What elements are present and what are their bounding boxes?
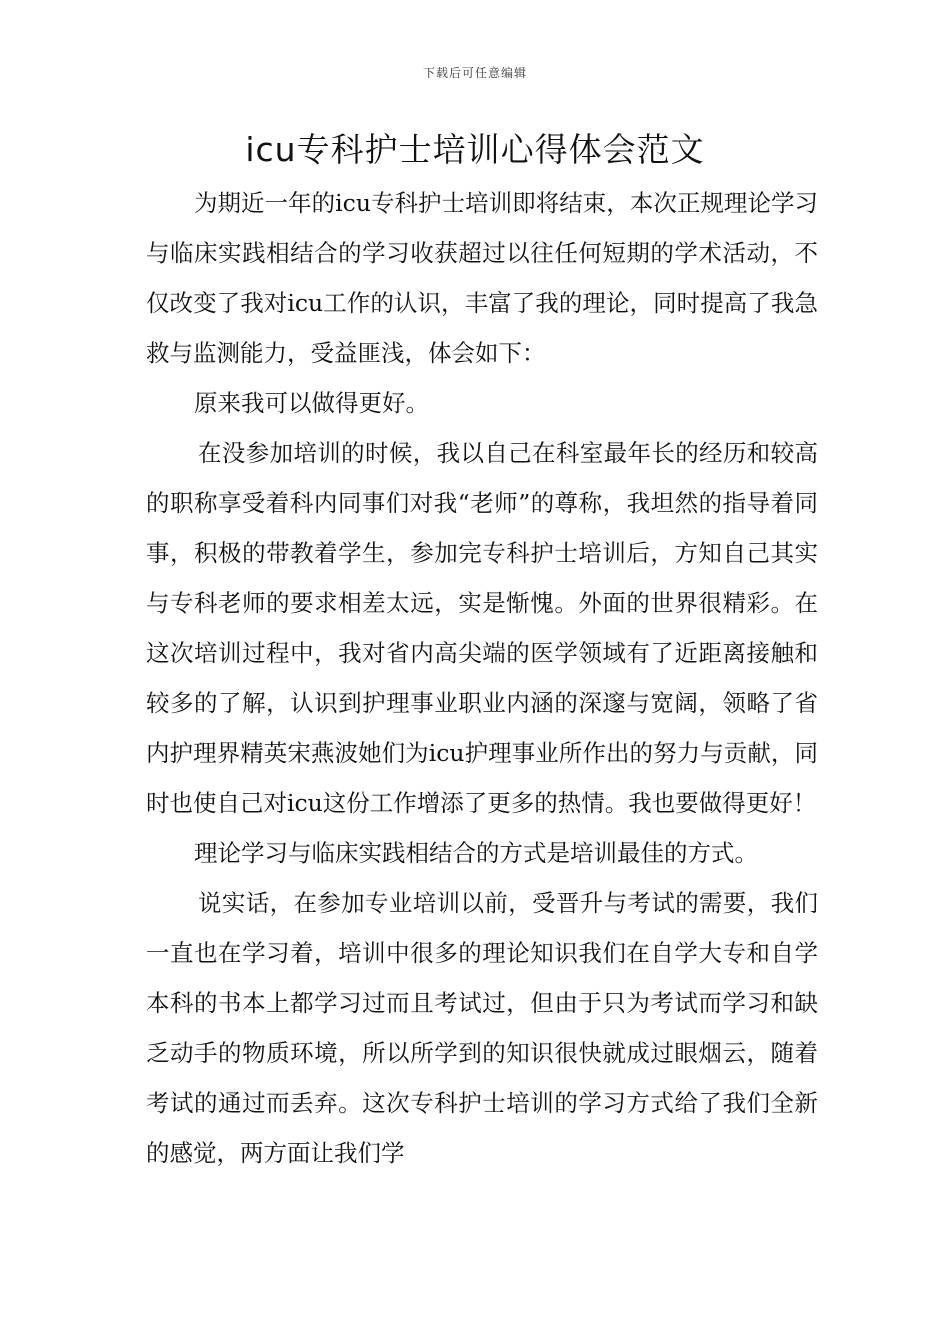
document-body: [146, 178, 818, 1178]
header-note: 下载后可任意编辑: [422, 66, 527, 80]
paragraph-body-1: 在没参加培训的时候，我以自己在科室最年长的经历和较高的职称享受着科内同事们对我“老师”的尊称，我坦然的指导着同事，积极的带教着学生，参加完专科护士培训后，方知自己其实与专科老师的要求相差太远，实是惭愧。外面的世界很精彩。在这次培训过程中，我对省内高尖端的医学领域有了近距离接触和较多的了解，认识到护理事业职业内涵的深邃与宽阔，领略了省内护理界精英宋燕波她们为icu护理事业所作出的努力与贡献，同时也使自己对icu这份工作增添了更多的热情。我也要做得更好！: [146, 439, 818, 817]
paragraph-body-2: 说实话，在参加专业培训以前，受晋升与考试的需要，我们一直也在学习着，培训中很多的理论知识我们在自学大专和自学本科的书本上都学习过而且考试过，但由于只为考试而学习和缺乏动手的物质环境，所以所学到的知识很快就成过眼烟云，随着考试的通过而丢弃。这次专科护士培训的学习方式给了我们全新的感觉，两方面让我们学: [146, 889, 818, 1167]
paragraph-heading-2: 理论学习与临床实践相结合的方式是培训最佳的方式。: [194, 839, 758, 867]
document-title: icu专科护士培训心得体会范文: [245, 130, 705, 169]
paragraph-intro: 为期近一年的icu专科护士培训即将结束，本次正规理论学习与临床实践相结合的学习收获超过以往任何短期的学术活动，不仅改变了我对icu工作的认识，丰富了我的理论，同时提高了我急救与监测能力，受益匪浅，体会如下：: [146, 189, 818, 367]
paragraph-heading-1: 原来我可以做得更好。: [194, 389, 429, 417]
